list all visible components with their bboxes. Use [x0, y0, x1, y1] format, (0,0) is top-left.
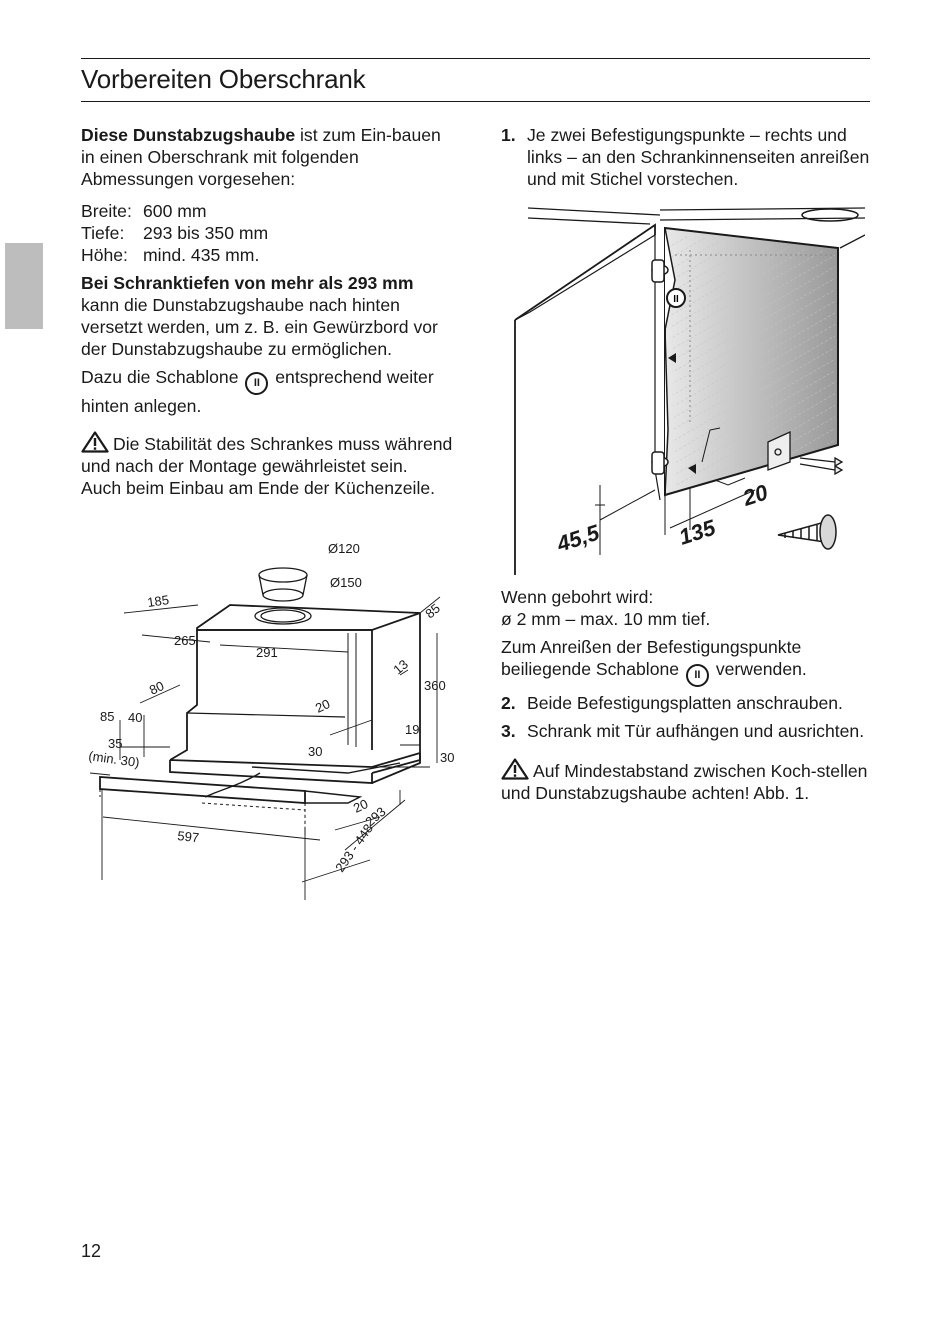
template-symbol-icon: II — [686, 664, 709, 687]
header-rule-bottom — [81, 101, 870, 102]
label-293: 293 — [362, 803, 389, 830]
label-80: 80 — [146, 678, 167, 698]
label-20-right: 20 — [312, 696, 333, 716]
warning-triangle-icon — [501, 758, 529, 780]
step-1: 1. Je zwei Befestigungspunkte – rechts und links – an den Schrankinnenseiten anreißen und mit Stichel vorstechen. — [501, 125, 870, 189]
label-85-left: 85 — [100, 709, 115, 724]
label-265: 265 — [174, 633, 196, 648]
warning-triangle-icon — [81, 431, 109, 453]
template-paragraph: Dazu die Schablone II entsprechend weiter hinten anlegen. — [81, 367, 434, 416]
step-3: 3. Schrank mit Tür aufhängen und ausrichten. — [501, 721, 865, 741]
label-185: 185 — [146, 592, 170, 610]
drill-line-1: Wenn gebohrt wird: — [501, 587, 654, 607]
dimension-row: Tiefe: 293 bis 350 mm — [81, 223, 269, 243]
intro-paragraph — [81, 124, 456, 190]
dimension-row: Höhe: mind. 435 mm. — [81, 245, 260, 265]
header-rule-top — [81, 58, 870, 59]
template-symbol-icon: II — [245, 372, 268, 395]
mark-paragraph: Zum Anreißen der Befestigungspunkte beiliegende Schablone II verwenden. — [501, 636, 876, 687]
template-marker-label: II — [673, 294, 679, 305]
page-number: 12 — [81, 1241, 102, 1261]
page-title: Vorbereiten Oberschrank — [81, 64, 366, 94]
label-35: 35 — [108, 736, 123, 751]
label-20: 20 — [739, 479, 771, 511]
label-40: 40 — [128, 710, 143, 725]
label-45-5: 45,5 — [553, 519, 603, 557]
left-column — [81, 124, 456, 499]
stability-warning: Die Stabilität des Schrankes muss während und nach der Montage gewährleistet sein. Auch beim Einbau am Ende der Küchenzeile. — [81, 431, 456, 499]
depth-bold: Bei Schranktiefen von mehr als 293 mm — [81, 273, 414, 293]
intro-bold: Diese Dunstabzugshaube — [81, 125, 296, 145]
drill-line-2: ø 2 mm – max. 10 mm tief. — [501, 609, 711, 629]
step-2: 2. Beide Befestigungsplatten anschrauben. — [501, 693, 843, 713]
label-20-bottom: 20 — [350, 796, 371, 816]
dimension-row: Breite: 600 mm — [81, 201, 207, 221]
label-135: 135 — [675, 514, 719, 550]
label-d120: Ø120 — [328, 541, 360, 556]
dimensions-list — [81, 200, 456, 266]
label-13: 13 — [390, 656, 412, 678]
hood-dimension-drawing — [80, 535, 470, 920]
label-19: 19 — [405, 722, 420, 737]
label-85-top: 85 — [422, 600, 444, 622]
label-depth-range: 293 - 448 — [332, 821, 376, 875]
label-30-mid: 30 — [308, 744, 323, 759]
cabinet-dimension-labels — [553, 479, 772, 557]
distance-warning: Auf Mindestabstand zwischen Koch-stellen und Dunstabzugshaube achten! Abb. 1. — [501, 758, 876, 804]
label-291: 291 — [256, 645, 278, 660]
chapter-tab — [5, 243, 43, 329]
cabinet-mounting-drawing — [510, 200, 865, 575]
label-597: 597 — [176, 828, 200, 846]
label-360: 360 — [424, 678, 446, 693]
label-min30: (min. 30) — [87, 748, 141, 771]
depth-paragraph: Bei Schranktiefen von mehr als 293 mm kann die Dunstabzugshaube nach hinten versetzt werden, um z. B. ein Gewürzbord vor der Dunstabzugshaube zu ermöglichen. — [81, 273, 438, 359]
label-30-right: 30 — [440, 750, 455, 765]
hood-dimension-labels — [88, 541, 455, 875]
intro-text: ist zum Ein-bauen in einen Oberschrank mit folgenden Abmessungen vorgesehen: — [81, 125, 441, 189]
label-d150: Ø150 — [330, 575, 362, 590]
